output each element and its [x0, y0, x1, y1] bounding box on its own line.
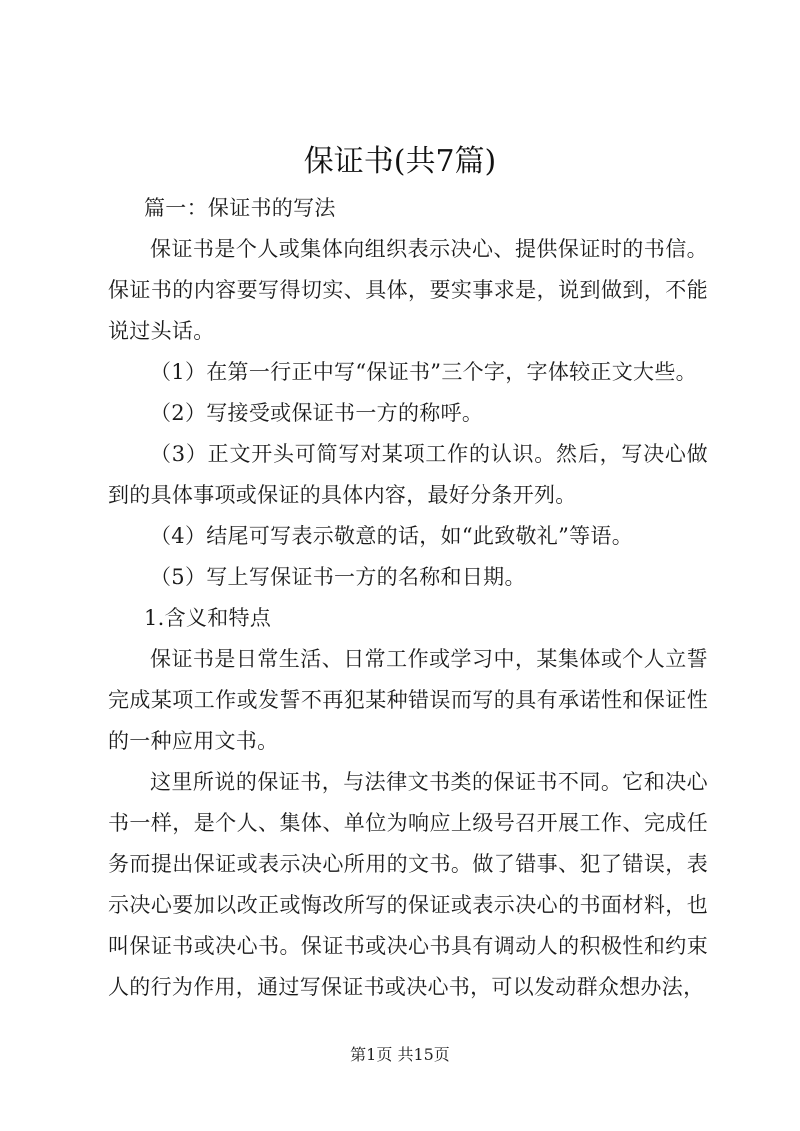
- document-body: [108, 188, 708, 1008]
- subsection-heading: 1.含义和特点: [144, 606, 272, 630]
- paragraph: 保证书是日常生活、日常工作或学习中，某集体或个人立誓完成某项工作或发誓不再犯某种错误而写的具有承诺性和保证性的一种应用文书。: [108, 647, 708, 753]
- document-title: 保证书(共7篇): [303, 144, 497, 179]
- section-heading: 篇一：保证书的写法: [144, 196, 336, 220]
- list-item: （3）正文开头可简写对某项工作的认识。然后，写决心做到的具体事项或保证的具体内容，最好分条开列。: [108, 442, 708, 507]
- list-item: （4）结尾可写表示敬意的话，如“此致敬礼”等语。: [150, 524, 634, 548]
- paragraph: 保证书是个人或集体向组织表示决心、提供保证时的书信。保证书的内容要写得切实、具体，要实事求是，说到做到，不能说过头话。: [108, 237, 708, 343]
- page-footer: 第1页 共15页: [350, 1045, 450, 1064]
- list-item: （5）写上写保证书一方的名称和日期。: [150, 565, 526, 589]
- list-item: （2）写接受或保证书一方的称呼。: [150, 401, 484, 425]
- list-item: （1）在第一行正中写“保证书”三个字，字体较正文大些。: [150, 360, 697, 384]
- paragraph: 这里所说的保证书，与法律文书类的保证书不同。它和决心书一样，是个人、集体、单位为响应上级号召开展工作、完成任务而提出保证或表示决心所用的文书。做了错事、犯了错误，表示决心要加以改正或悔改所写的保证或表示决心的书面材料，也叫保证书或决心书。保证书或决心书具有调动人的积极性和约束人的行为作用，通过写保证书或决心书，可以发动群众想办法，: [108, 770, 708, 999]
